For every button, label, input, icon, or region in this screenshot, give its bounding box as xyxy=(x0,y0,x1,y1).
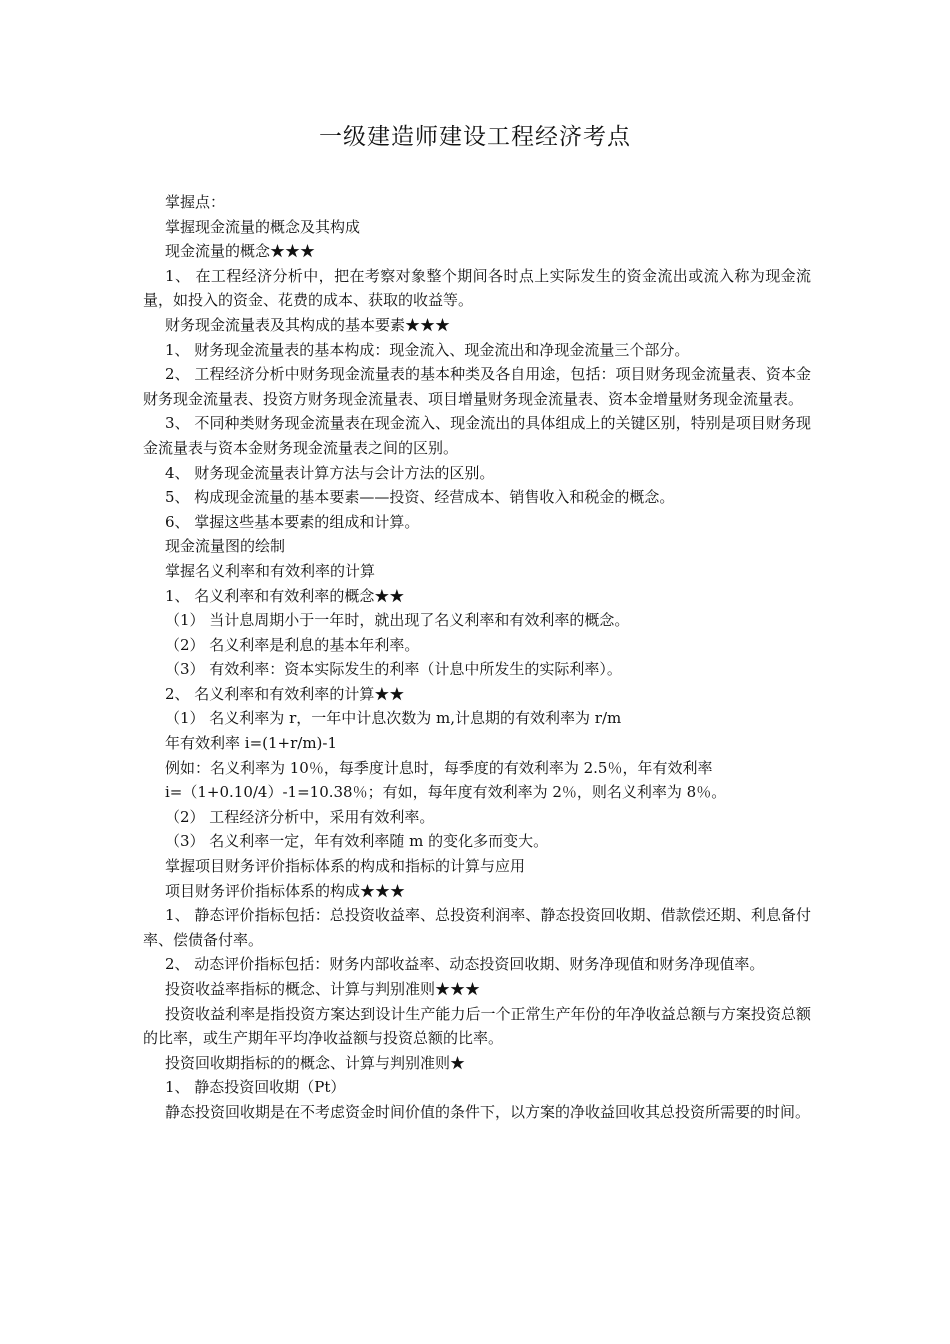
paragraph: 掌握点： xyxy=(165,193,226,211)
paragraph: （2） 工程经济分析中，采用有效利率。 xyxy=(165,807,435,826)
paragraph: 现金流量的概念★★★ xyxy=(165,242,316,261)
paragraph: 2、 动态评价指标包括：财务内部收益率、动态投资回收期、财务净现值和财务净现值率。 xyxy=(165,955,765,974)
paragraph: 1、 静态评价指标包括：总投资收益率、总投资利润率、静态投资回收期、借款偿还期、利息备付率、偿债备付率。 xyxy=(143,906,811,949)
paragraph: 2、 名义利率和有效利率的计算★★ xyxy=(165,684,405,703)
paragraph: 4、 财务现金流量表计算方法与会计方法的区别。 xyxy=(165,463,495,482)
document-title: 一级建造师建设工程经济考点 xyxy=(319,124,631,150)
paragraph: 2、 工程经济分析中财务现金流量表的基本种类及各自用途，包括：项目财务现金流量表、资本金财务现金流量表、投资方财务现金流量表、项目增量财务现金流量表、资本金增量财务现金流量表。 xyxy=(143,365,811,408)
paragraph: 1、 在工程经济分析中，把在考察对象整个期间各时点上实际发生的资金流出或流入称为现金流量，如投入的资金、花费的成本、获取的收益等。 xyxy=(143,266,811,310)
paragraph: 年有效利率 i=(1+r/m)-1 xyxy=(165,734,338,753)
paragraph: 掌握名义利率和有效利率的计算 xyxy=(165,561,376,580)
paragraph: 1、 名义利率和有效利率的概念★★ xyxy=(165,586,405,605)
paragraph: 5、 构成现金流量的基本要素——投资、经营成本、销售收入和税金的概念。 xyxy=(165,488,675,507)
paragraph: 掌握项目财务评价指标体系的构成和指标的计算与应用 xyxy=(165,857,526,876)
paragraph: 掌握现金流量的概念及其构成 xyxy=(165,217,361,236)
paragraph: i=（1+0.10/4）-1=10.38％；有如，每年度有效利率为 2％，则名义利率为 8％。 xyxy=(165,783,727,802)
paragraph: （3） 名义利率一定，年有效利率随 m 的变化多而变大。 xyxy=(165,832,549,851)
paragraph: 投资收益利率是指投资方案达到设计生产能力后一个正常生产年份的年净收益总额与方案投资总额的比率，或生产期年平均净收益额与投资总额的比率。 xyxy=(143,1004,811,1048)
paragraph: （1） 当计息周期小于一年时，就出现了名义利率和有效利率的概念。 xyxy=(165,611,630,630)
paragraph: 静态投资回收期是在不考虑资金时间价值的条件下，以方案的净收益回收其总投资所需要的时间。 xyxy=(165,1102,811,1121)
paragraph: 1、 静态投资回收期（Pt） xyxy=(165,1078,346,1097)
paragraph: 财务现金流量表及其构成的基本要素★★★ xyxy=(165,315,451,334)
paragraph: 3、 不同种类财务现金流量表在现金流入、现金流出的具体组成上的关键区别，特别是项目财务现金流量表与资本金财务现金流量表之间的区别。 xyxy=(143,414,811,457)
paragraph: （2） 名义利率是利息的基本年利率。 xyxy=(165,635,420,654)
paragraph: 现金流量图的绘制 xyxy=(165,537,286,556)
paragraph: 投资收益率指标的概念、计算与判别准则★★★ xyxy=(165,980,481,998)
paragraph: 例如：名义利率为 10％，每季度计息时，每季度的有效利率为 2.5％，年有效利率 xyxy=(165,758,713,777)
paragraph: 1、 财务现金流量表的基本构成：现金流入、现金流出和净现金流量三个部分。 xyxy=(165,340,690,359)
paragraph: 6、 掌握这些基本要素的组成和计算。 xyxy=(165,512,420,531)
paragraph: 项目财务评价指标体系的构成★★★ xyxy=(165,881,406,900)
document-body xyxy=(143,190,811,1125)
paragraph: （1） 名义利率为 r，一年中计息次数为 m,计息期的有效利率为 r/m xyxy=(165,709,622,728)
paragraph: 投资回收期指标的的概念、计算与判别准则★ xyxy=(165,1053,466,1072)
paragraph: （3） 有效利率：资本实际发生的利率（计息中所发生的实际利率）。 xyxy=(165,660,622,679)
